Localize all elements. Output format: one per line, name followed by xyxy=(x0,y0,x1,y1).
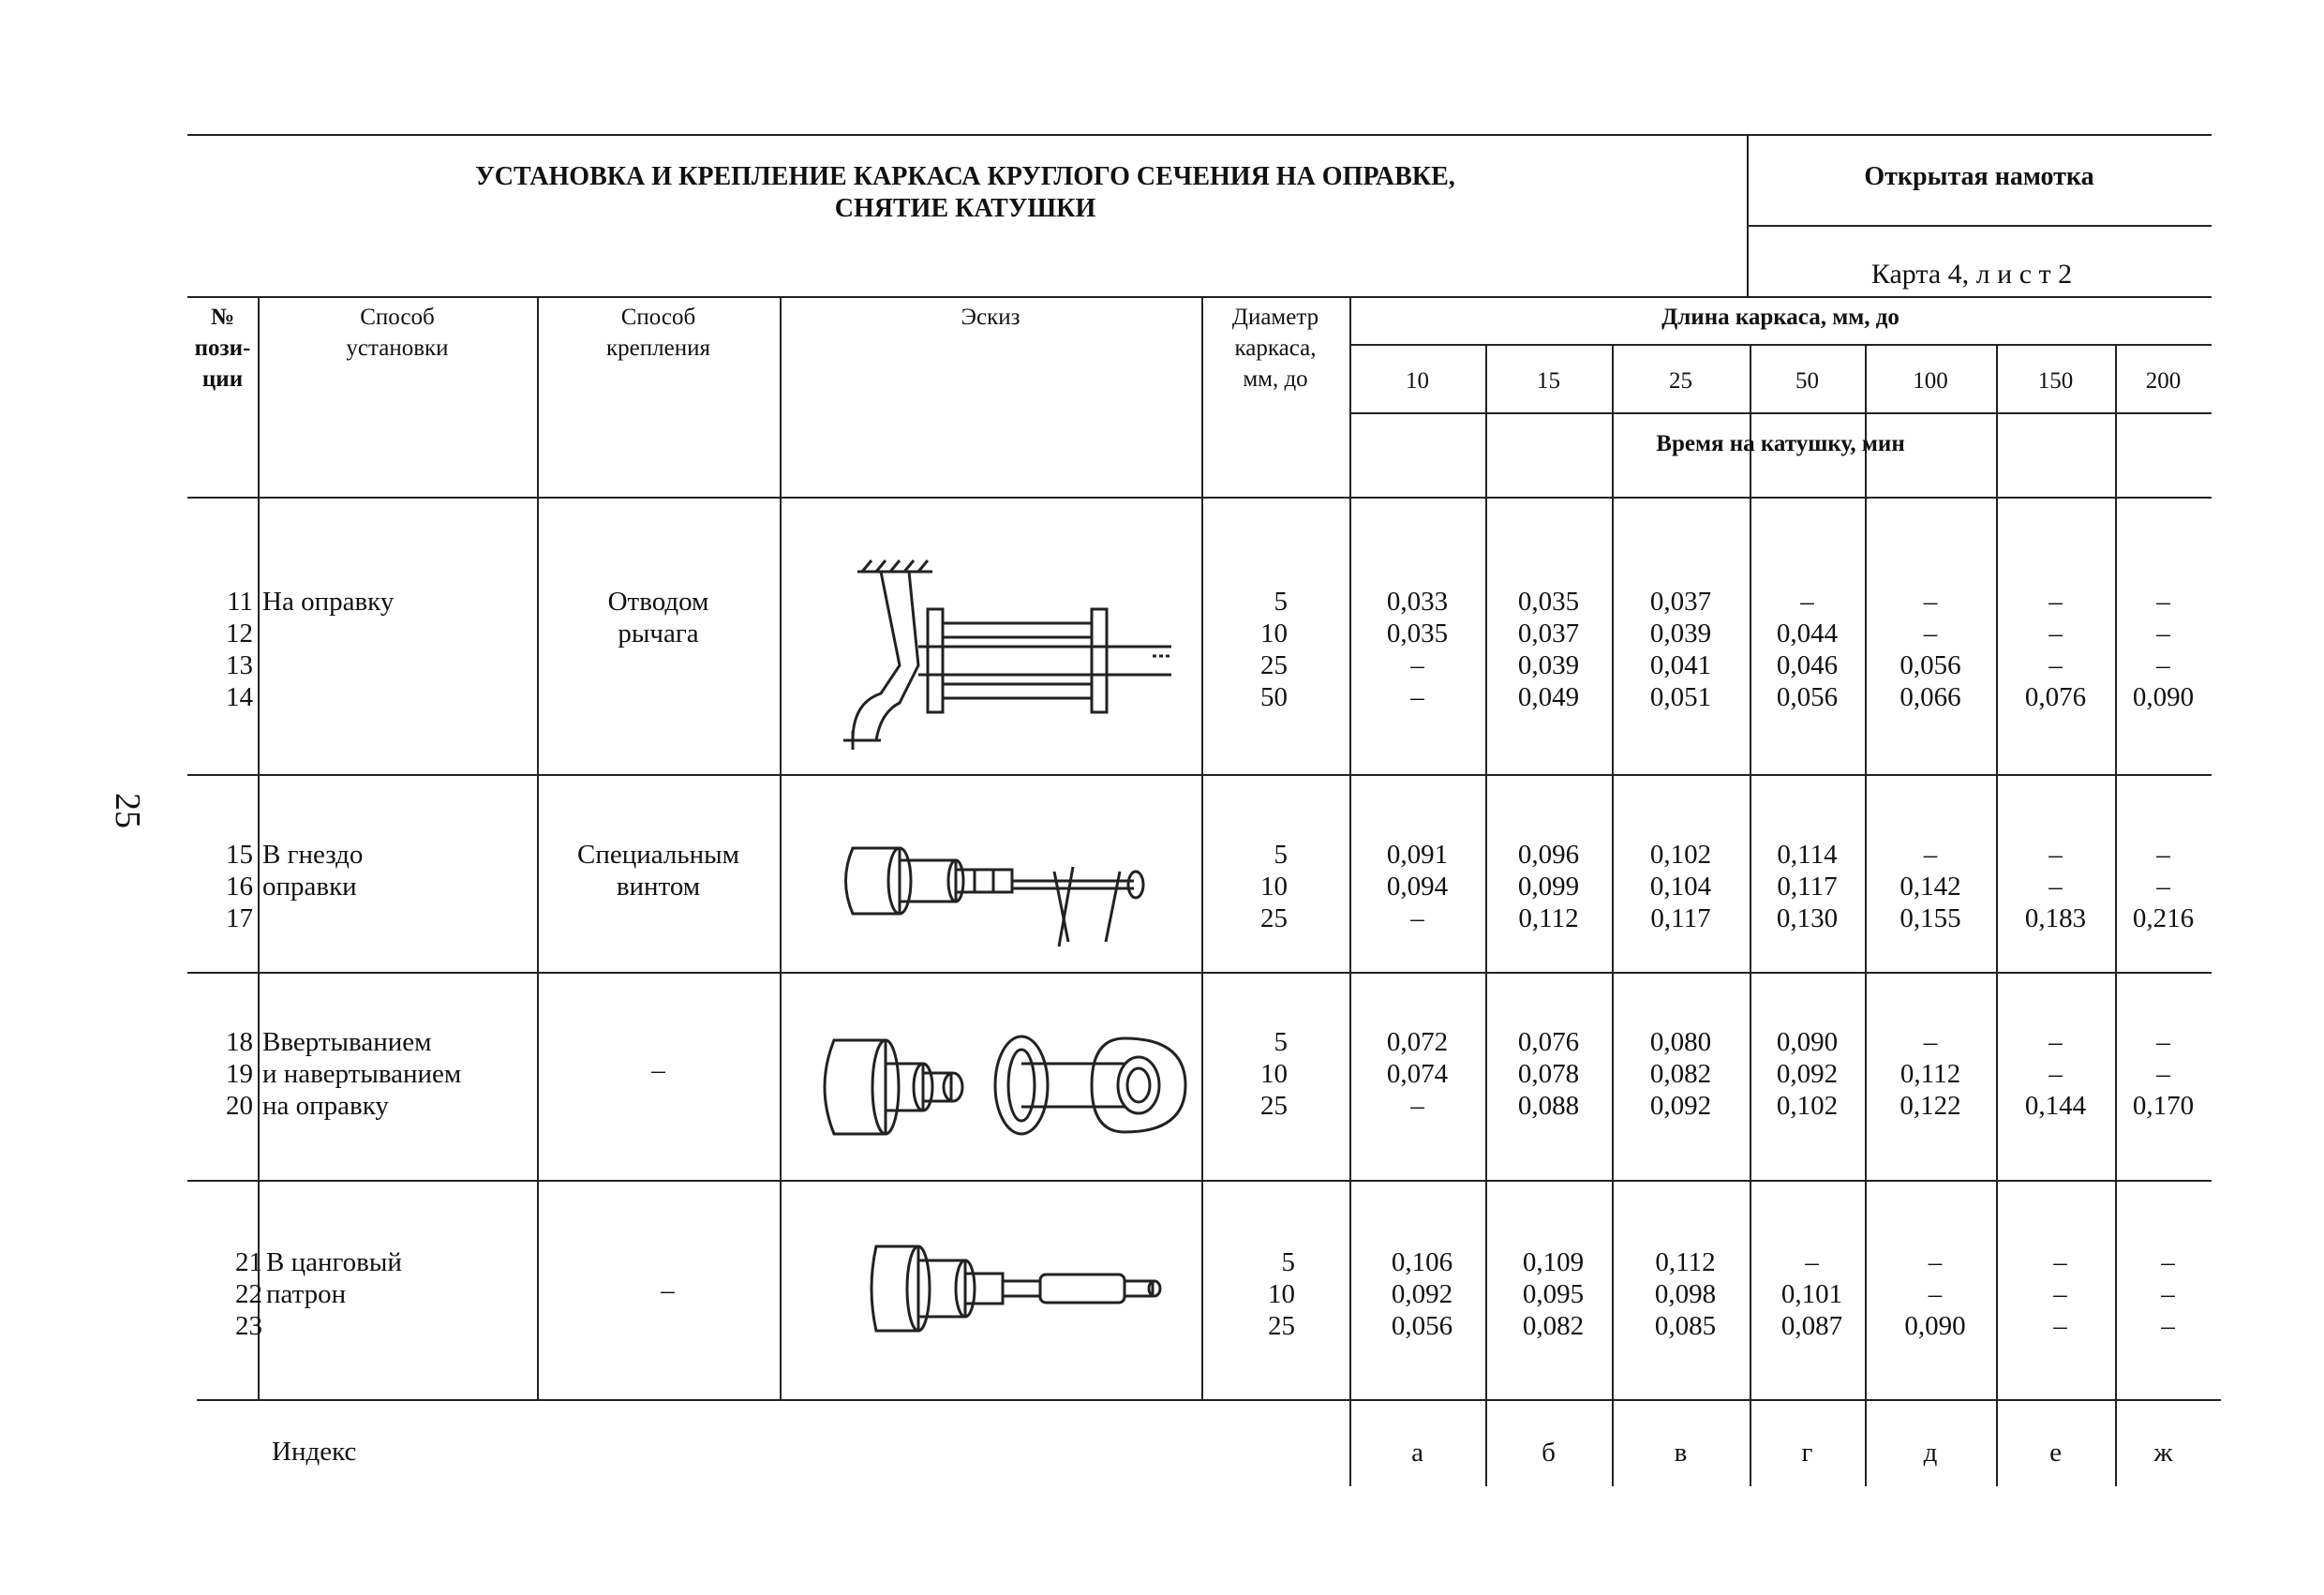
group-3-positions: 18 19 20 xyxy=(226,1027,253,1121)
group-2-col-v: 0,102 0,104 0,117 xyxy=(1649,840,1712,933)
group-3-col-e: – – 0,144 xyxy=(2024,1027,2087,1121)
group-1-fixing: Отводом рычага xyxy=(607,587,709,648)
group-4-col-g: – 0,101 0,087 xyxy=(1780,1247,1843,1341)
rule-group-2 xyxy=(187,972,2212,974)
index-label xyxy=(272,1437,356,1468)
group-4-col-a: 0,106 0,092 0,056 xyxy=(1391,1247,1453,1341)
rule-lengths-bottom xyxy=(1349,412,2212,414)
length-50: 50 xyxy=(1795,368,1819,394)
group-2-col-b: 0,096 0,099 0,112 xyxy=(1517,840,1580,933)
sketch-lever-mandrel xyxy=(825,553,1181,750)
length-100: 100 xyxy=(1913,368,1948,394)
index-g: г xyxy=(1801,1438,1813,1468)
group-3-col-zh: – – 0,170 xyxy=(2132,1027,2195,1121)
index-label-text: Индекс xyxy=(272,1437,357,1467)
page-title xyxy=(206,161,1724,225)
winding-mode xyxy=(1747,162,2212,192)
group-3-fixing: – xyxy=(651,1055,665,1085)
length-150: 150 xyxy=(2037,368,2074,394)
group-4-fixing: – xyxy=(661,1275,675,1305)
col-rule-3 xyxy=(780,296,782,1399)
group-2-col-zh: – – 0,216 xyxy=(2132,840,2195,933)
group-3-col-v: 0,080 0,082 0,092 xyxy=(1649,1027,1712,1121)
group-3-col-d: – 0,112 0,122 xyxy=(1899,1027,1961,1121)
sketch-collet-chuck xyxy=(862,1232,1171,1345)
group-4-col-v: 0,112 0,098 0,085 xyxy=(1654,1247,1717,1341)
group-1-col-v: 0,037 0,039 0,041 0,051 xyxy=(1649,587,1712,712)
group-2-method: В гнездо оправки xyxy=(262,840,364,902)
group-1-col-zh: – – – 0,090 xyxy=(2132,587,2195,712)
header-fixing: Способ крепления xyxy=(606,305,710,361)
card-sheet xyxy=(1747,259,2197,291)
rule-header-bottom xyxy=(187,497,2212,499)
title-line-2: СНЯТИЕ КАТУШКИ xyxy=(834,194,1096,223)
header-length: Длина каркаса, мм, до xyxy=(1661,305,1899,330)
group-2-col-d: – 0,142 0,155 xyxy=(1899,840,1961,933)
group-4-method: В цанговый патрон xyxy=(266,1247,402,1309)
index-zh: ж xyxy=(2153,1438,2173,1468)
header-method: Способ установки xyxy=(346,305,449,361)
group-1-col-e: – – – 0,076 xyxy=(2024,587,2087,712)
index-a: а xyxy=(1411,1438,1423,1468)
rule-header-top xyxy=(187,296,2212,298)
group-3-col-b: 0,076 0,078 0,088 xyxy=(1517,1027,1580,1121)
group-4-diameters: 5 10 25 xyxy=(1268,1247,1295,1341)
length-10: 10 xyxy=(1406,368,1429,394)
group-3-col-g: 0,090 0,092 0,102 xyxy=(1776,1027,1839,1121)
index-v: в xyxy=(1674,1438,1688,1468)
header-sketch: Эскиз xyxy=(961,305,1020,330)
group-3-method: Ввертыванием и навертыванием на оправку xyxy=(262,1027,462,1121)
header-diameter: Диаметр каркаса, мм, до xyxy=(1231,305,1319,392)
rule-top xyxy=(187,134,2212,136)
rule-group-3 xyxy=(187,1180,2212,1182)
group-1-method: На оправку xyxy=(262,587,395,617)
col-rule-1 xyxy=(258,296,260,1399)
page-number-text: 25 xyxy=(108,793,147,828)
group-1-col-a: 0,033 0,035 – – xyxy=(1386,587,1449,712)
header-time: Время на катушку, мин xyxy=(1656,431,1905,456)
group-3-col-a: 0,072 0,074 – xyxy=(1386,1027,1449,1121)
group-1-col-b: 0,035 0,037 0,039 0,049 xyxy=(1517,587,1580,712)
group-1-col-g: – 0,044 0,046 0,056 xyxy=(1776,587,1839,712)
group-4-positions: 21 22 23 xyxy=(235,1247,262,1341)
group-4-col-b: 0,109 0,095 0,082 xyxy=(1522,1247,1585,1341)
group-4-col-zh: – – – xyxy=(2161,1247,2175,1341)
index-e: е xyxy=(2049,1438,2062,1468)
group-2-fixing: Специальным винтом xyxy=(577,840,739,902)
group-2-positions: 15 16 17 xyxy=(226,840,253,933)
rule-length-row xyxy=(1349,344,2212,346)
length-200: 200 xyxy=(2145,368,2182,394)
group-4-col-e: – – – xyxy=(2053,1247,2067,1341)
group-1-diameters: 5 10 25 50 xyxy=(1260,587,1288,712)
group-3-diameters: 5 10 25 xyxy=(1260,1027,1288,1121)
title-line-1: УСТАНОВКА И КРЕПЛЕНИЕ КАРКАСА КРУГЛОГО СЕЧЕНИЯ НА ОПРАВКЕ, xyxy=(475,162,1455,191)
sketch-socket-screw xyxy=(834,825,1171,956)
group-1-positions: 11 12 13 14 xyxy=(226,587,253,712)
rule-side-mid xyxy=(1747,225,2212,227)
page-number xyxy=(108,783,148,839)
group-2-col-a: 0,091 0,094 – xyxy=(1386,840,1449,933)
header-pos: № пози- ции xyxy=(194,305,251,392)
index-b: б xyxy=(1542,1438,1556,1468)
sketch-screw-in xyxy=(811,1021,1195,1153)
rule-group-1 xyxy=(187,774,2212,776)
winding-mode-text: Открытая намотка xyxy=(1864,162,2094,191)
rule-group-4 xyxy=(197,1399,2221,1401)
group-1-col-d: – – 0,056 0,066 xyxy=(1899,587,1961,712)
length-15: 15 xyxy=(1537,368,1560,394)
card-sheet-text: Карта 4, л и с т 2 xyxy=(1870,259,2073,290)
group-2-col-g: 0,114 0,117 0,130 xyxy=(1776,840,1839,933)
length-25: 25 xyxy=(1669,368,1692,394)
group-4-col-d: – – 0,090 xyxy=(1904,1247,1966,1341)
group-2-col-e: – – 0,183 xyxy=(2024,840,2087,933)
group-2-diameters: 5 10 25 xyxy=(1260,840,1288,933)
index-d: д xyxy=(1923,1438,1938,1468)
